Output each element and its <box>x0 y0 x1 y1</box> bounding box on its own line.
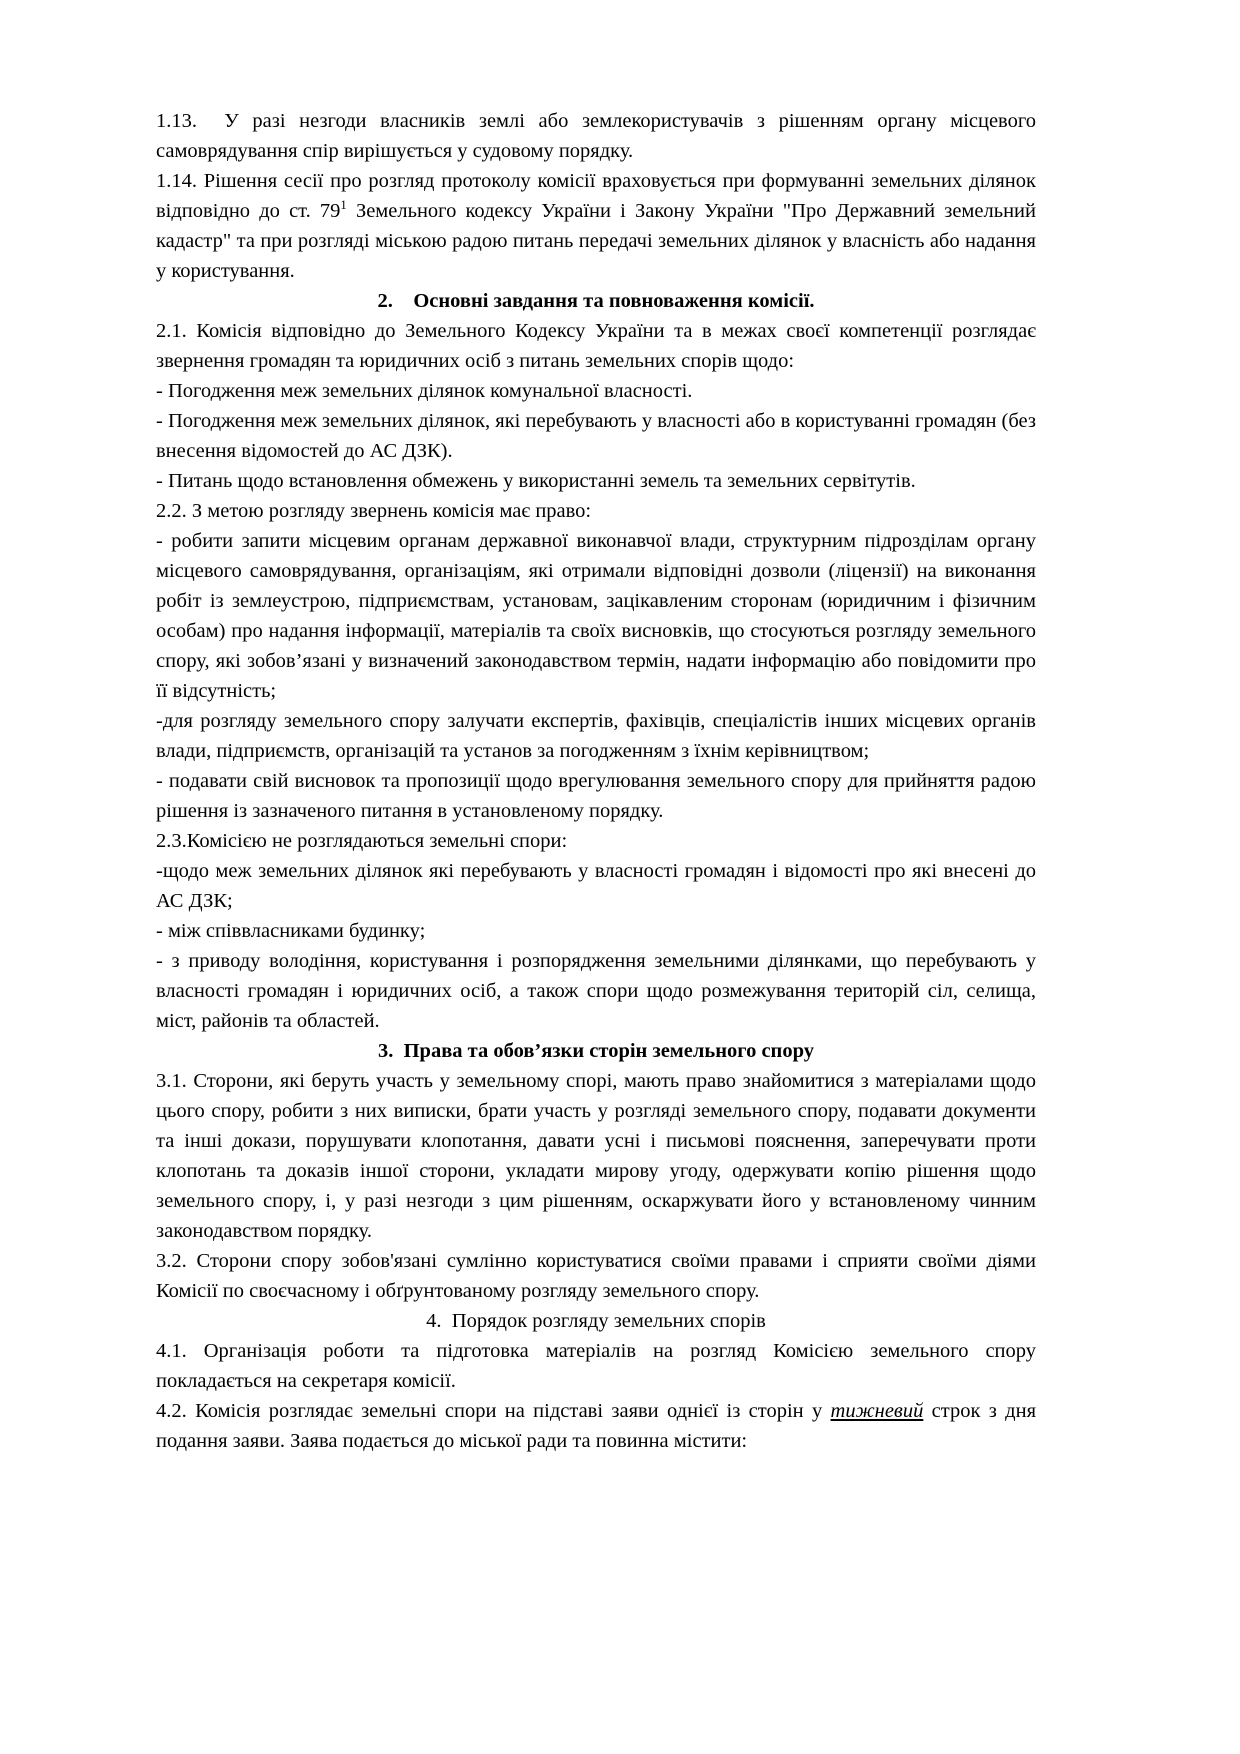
text-run: - з приводу володіння, користування і розпорядження земельними ділянками, що перебувають у власності громадян і юридичних осіб, а також спори щодо розмежування територій сіл, селища, міст, районів та областей. <box>156 950 1036 1032</box>
para-2-1-item-1 <box>156 376 1036 406</box>
text-run: строк з дня подання заяви. Заява подається до міської ради та повинна містити: <box>156 1400 1036 1452</box>
para-2-3 <box>156 826 1036 856</box>
para-1-13 <box>156 106 1036 166</box>
para-2-3-item-2 <box>156 916 1036 946</box>
section-4-heading <box>156 1306 1036 1336</box>
text-run: - робити запити місцевим органам державної виконавчої влади, структурним підрозділам органу місцевого самоврядування, організаціям, які отримали відповідні дозволи (ліцензії) на виконання робіт із землеустрою, підприємствам, установам, зацікавленим сторонам (юридичним і фізичним особам) про надання інформації, матеріалів та своїх висновків, що стосуються розгляду земельного спору, які зобов’язані у визначений законодавством термін, надати інформацію або повідомити про її відсутність; <box>156 530 1036 702</box>
para-2-1 <box>156 316 1036 376</box>
text-run: Земельного кодексу України і Закону України "Про Державний земельний кадастр" та при розгляді міською радою питань передачі земельних ділянок у власність або надання у користування. <box>156 200 1036 282</box>
text-run: 1.14. Рішення сесії про розгляд протоколу комісії враховується при формуванні земельних ділянок відповідно до ст. 79 <box>156 170 1036 222</box>
text-run: 1.13. У разі незгоди власників землі або землекористувачів з рішенням органу місцевого самоврядування спір вирішується у судовому порядку. <box>156 110 1036 162</box>
para-2-3-item-1 <box>156 856 1036 916</box>
para-1-14 <box>156 166 1036 286</box>
document-content <box>156 106 1036 1456</box>
text-run: - між співвласниками будинку; <box>156 920 426 942</box>
para-2-1-item-2 <box>156 406 1036 466</box>
section-3-heading <box>156 1036 1036 1066</box>
text-run: - Питань щодо встановлення обмежень у використанні земель та земельних сервітутів. <box>156 470 916 492</box>
emphasized-term: тижневий <box>830 1400 924 1422</box>
para-3-2 <box>156 1246 1036 1306</box>
text-run: 3.2. Сторони спору зобов'язані сумлінно користуватися своїми правами і сприяти своїми діями Комісії по своєчасному і обґрунтованому розгляду земельного спору. <box>156 1250 1036 1302</box>
text-run: - Погодження меж земельних ділянок, які перебувають у власності або в користуванні громадян (без внесення відомостей до АС ДЗК). <box>156 410 1036 462</box>
para-2-1-item-3 <box>156 466 1036 496</box>
text-run: 3.1. Сторони, які беруть участь у земельному спорі, мають право знайомитися з матеріалами щодо цього спору, робити з них виписки, брати участь у розгляді земельного спору, подавати документи та інші докази, порушувати клопотання, давати усні і письмові пояснення, заперечувати проти клопотань та доказів іншої сторони, укладати мирову угоду, одержувати копію рішення щодо земельного спору, і, у разі незгоди з цим рішенням, оскаржувати його у встановленому чинним законодавством порядку. <box>156 1070 1036 1242</box>
para-4-2 <box>156 1396 1036 1456</box>
section-2-heading <box>156 286 1036 316</box>
para-2-2-item-3 <box>156 766 1036 826</box>
text-run: 2.3.Комісією не розглядаються земельні спори: <box>156 830 568 852</box>
text-run: 2. Основні завдання та повноваження комісії. <box>377 290 815 312</box>
text-run: 4. Порядок розгляду земельних спорів <box>426 1310 766 1332</box>
text-run: - подавати свій висновок та пропозиції щодо врегулювання земельного спору для прийняття радою рішення із зазначеного питання в установленому порядку. <box>156 770 1036 822</box>
para-2-2-item-2 <box>156 706 1036 766</box>
superscript: 1 <box>340 198 347 213</box>
text-run: 3. Права та обов’язки сторін земельного спору <box>377 1040 814 1062</box>
para-2-2-item-1 <box>156 526 1036 706</box>
text-run: 2.2. З метою розгляду звернень комісія має право: <box>156 500 592 522</box>
text-run: 4.2. Комісія розглядає земельні спори на підставі заяви однієї із сторін у <box>156 1400 831 1422</box>
text-run: - Погодження меж земельних ділянок комунальної власності. <box>156 380 693 402</box>
text-run: 2.1. Комісія відповідно до Земельного Кодексу України та в межах своєї компетенції розглядає звернення громадян та юридичних осіб з питань земельних спорів щодо: <box>156 320 1036 372</box>
para-2-2 <box>156 496 1036 526</box>
para-4-1 <box>156 1336 1036 1396</box>
text-run: 4.1. Організація роботи та підготовка матеріалів на розгляд Комісією земельного спору покладається на секретаря комісії. <box>156 1340 1036 1392</box>
text-run: -щодо меж земельних ділянок які перебувають у власності громадян і відомості про які внесені до АС ДЗК; <box>156 860 1036 912</box>
para-3-1 <box>156 1066 1036 1246</box>
text-run: -для розгляду земельного спору залучати експертів, фахівців, спеціалістів інших місцевих органів влади, підприємств, організацій та установ за погодженням з їхнім керівництвом; <box>156 710 1036 762</box>
para-2-3-item-3 <box>156 946 1036 1036</box>
